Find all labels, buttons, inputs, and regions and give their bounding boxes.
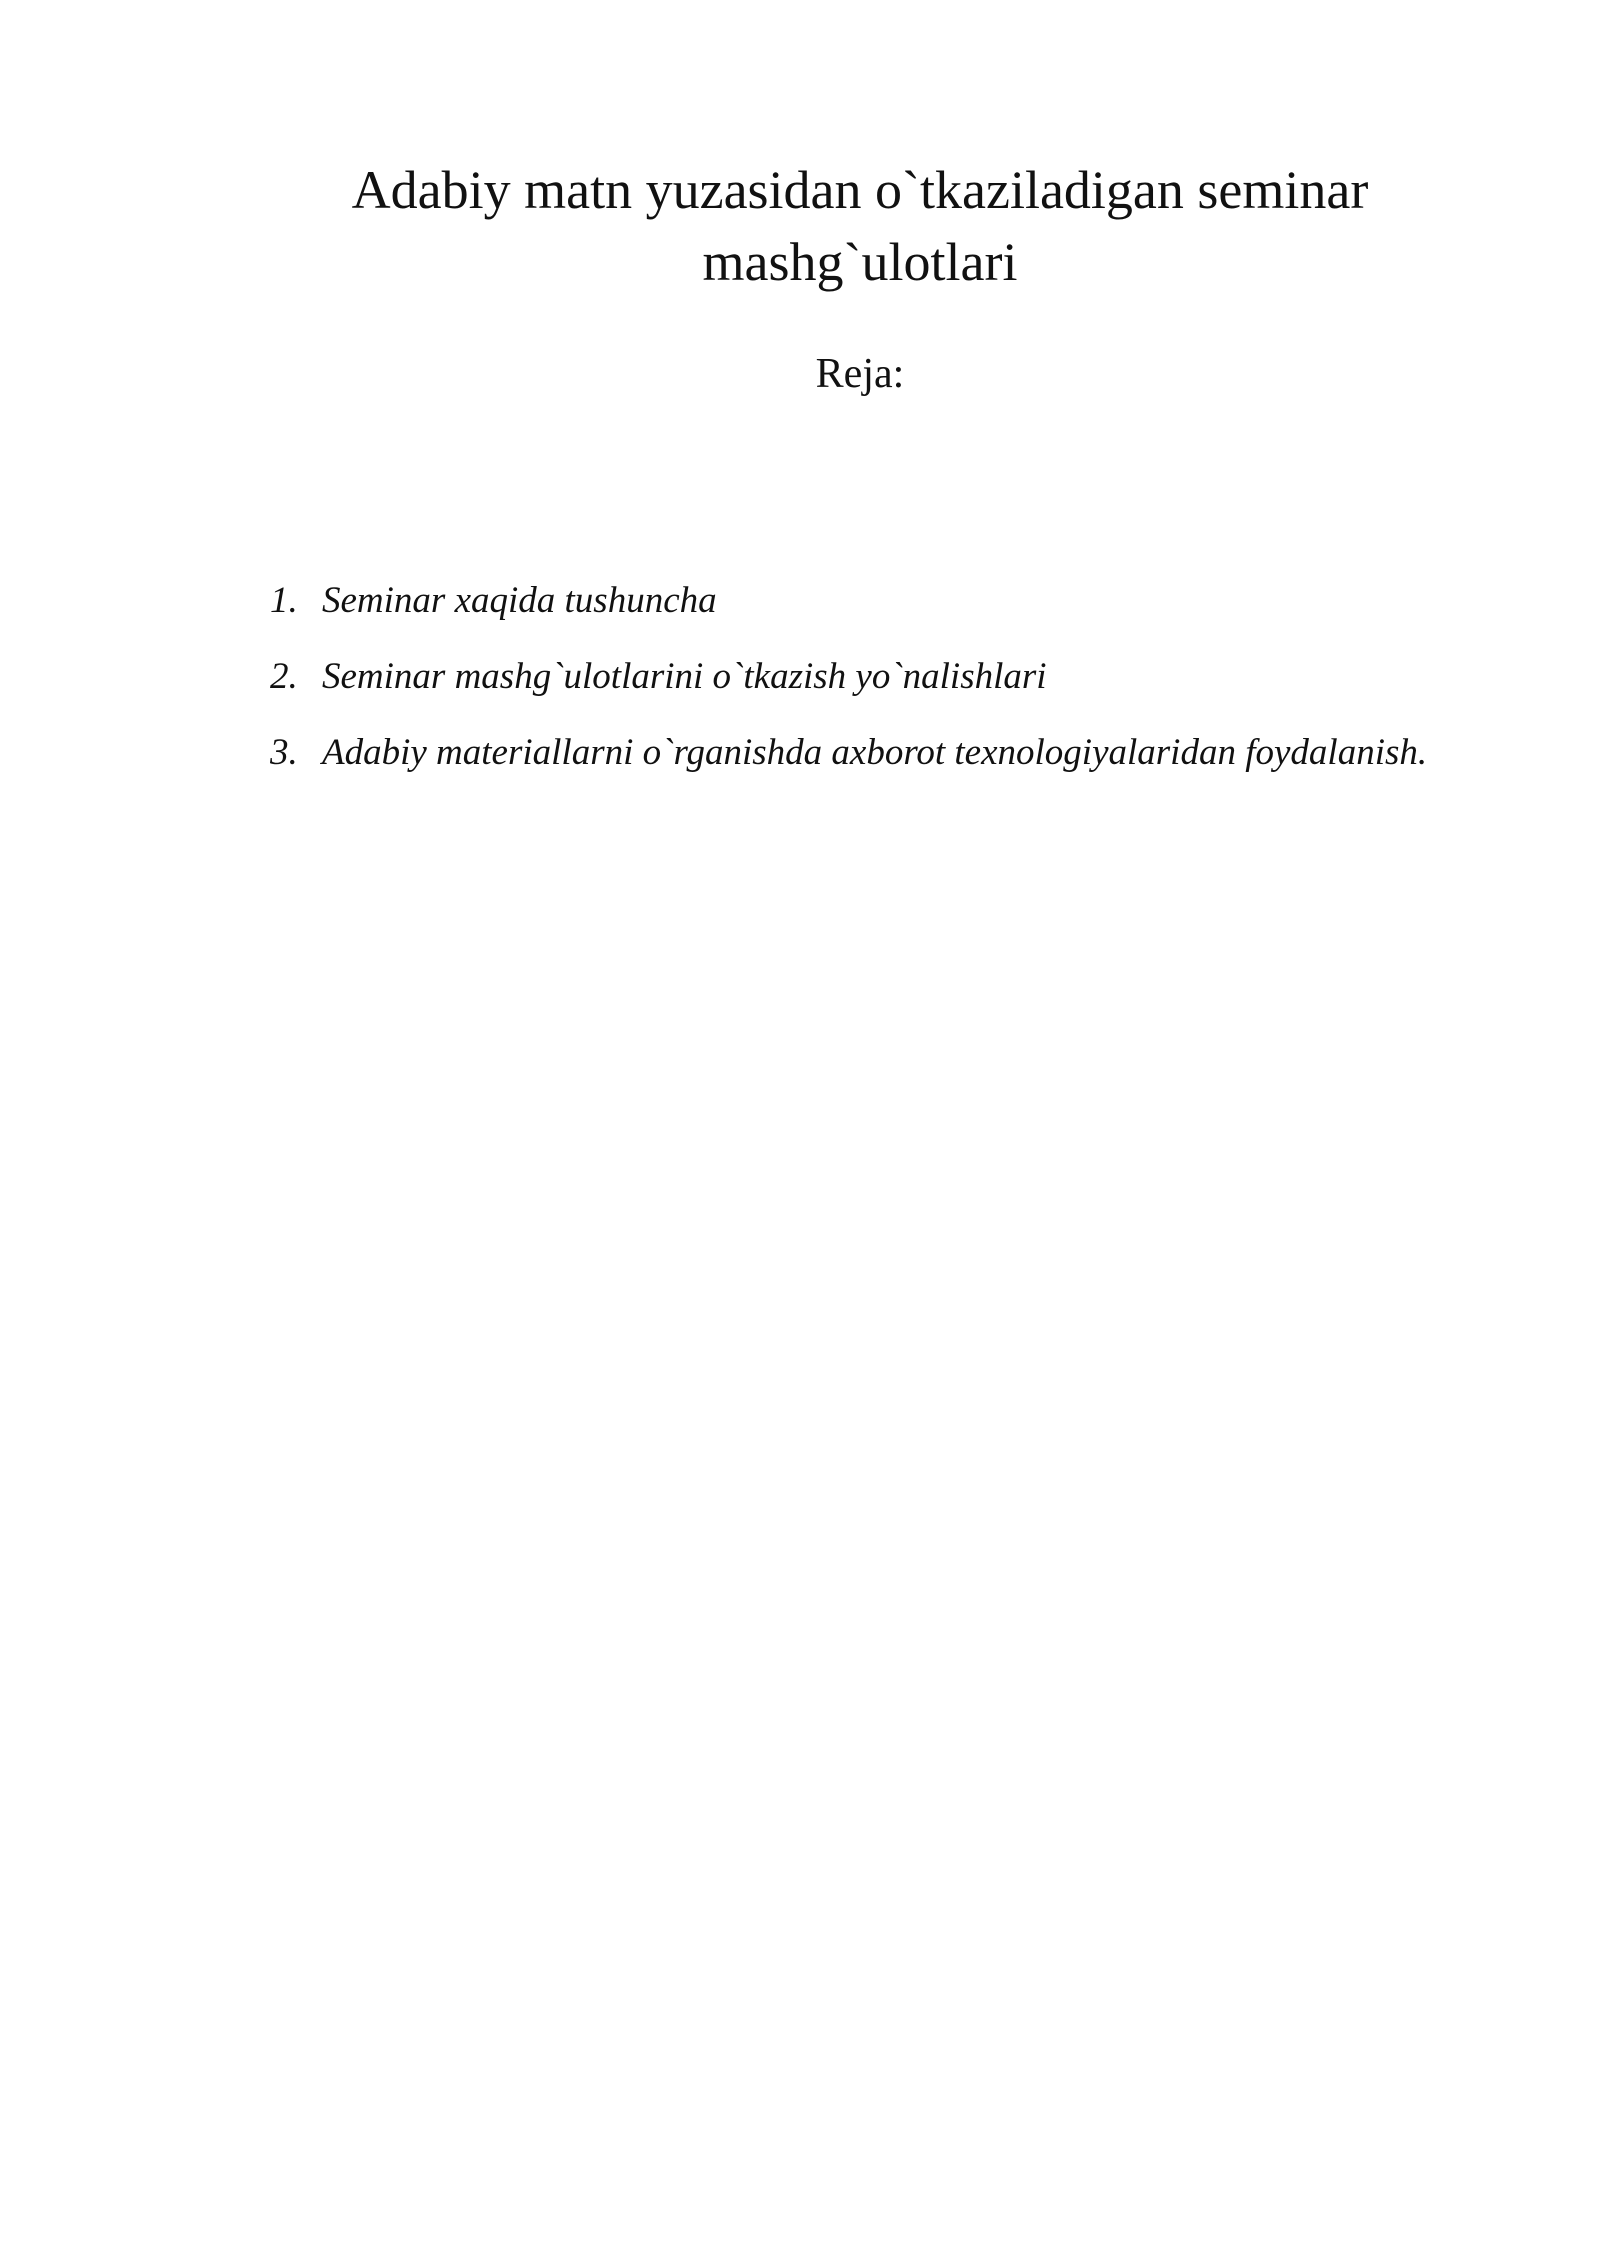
plan-item-1 [270, 563, 1493, 639]
plan-item-text: Adabiy materiallarni o`rganishda axborot texnologiyalaridan foydalanish. [322, 732, 1428, 773]
document-title: Adabiy matn yuzasidan o`tkaziladigan seminar mashg`ulotlari [351, 160, 1369, 292]
plan-item-3 [270, 715, 1493, 791]
plan-item-number: 2. [270, 656, 298, 697]
plan-item-number: 1. [270, 580, 298, 621]
plan-item-text: Seminar xaqida tushuncha [322, 580, 717, 621]
plan-heading: Reja: [815, 351, 905, 397]
plan-list [270, 563, 1493, 791]
plan-item-2 [270, 639, 1493, 715]
plan-item-number: 3. [270, 732, 298, 773]
plan-item-text: Seminar mashg`ulotlarini o`tkazish yo`nalishlari [322, 656, 1047, 697]
